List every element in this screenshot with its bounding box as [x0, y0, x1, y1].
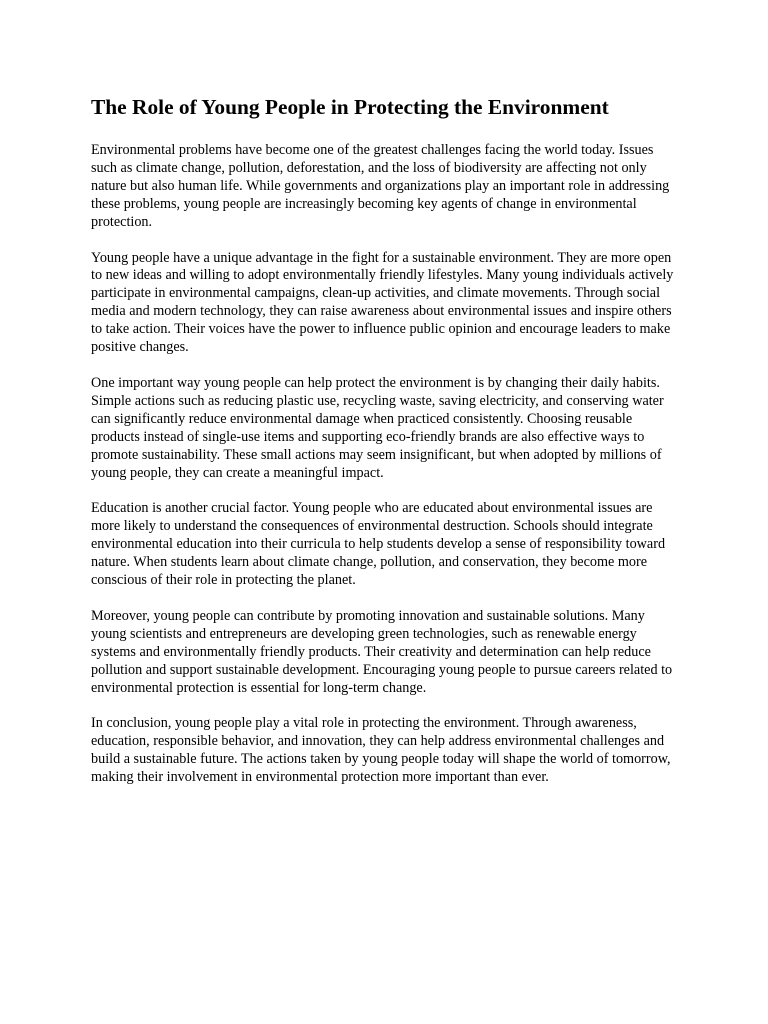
paragraph-introduction: Environmental problems have become one of the greatest challenges facing the world today. Issues such as climate change, pollution, deforestation, and the loss of biodiversity are affecting not only nature but also human life. While governments and organizations play an important role in addressing these problems, young people are increasingly becoming key agents of change in environmental protection.	[91, 142, 670, 230]
paragraph-unique-advantage: Young people have a unique advantage in the fight for a sustainable environment. They are more open to new ideas and willing to adopt environmentally friendly lifestyles. Many young individuals actively participate in environmental campaigns, clean-up activities, and climate movements. Through social media and modern technology, they can raise awareness about environmental issues and inspire others to take action. Their voices have the power to influence public opinion and encourage leaders to make positive changes.	[91, 249, 674, 356]
paragraph-daily-habits: One important way young people can help protect the environment is by changing their daily habits. Simple actions such as reducing plastic use, recycling waste, saving electricity, and conserving water can significantly reduce environmental damage when practiced consistently. Choosing reusable products instead of single-use items and supporting eco-friendly brands are also effective ways to promote sustainability. These small actions may seem insignificant, but when adopted by millions of young people, they can create a meaningful impact.	[91, 374, 664, 481]
paragraph-innovation: Moreover, young people can contribute by promoting innovation and sustainable solutions. Many young scientists and entrepreneurs are developing green technologies, such as renewable energy systems and environmentally friendly products. Their creativity and determination can help reduce pollution and support sustainable development. Encouraging young people to pursue careers related to environmental protection is essential for long-term change.	[91, 607, 673, 696]
document-title: The Role of Young People in Protecting the Environment	[91, 95, 609, 119]
paragraph-education: Education is another crucial factor. Young people who are educated about environmental issues are more likely to understand the consequences of environmental destruction. Schools should integrate environmental education into their curricula to help students develop a sense of responsibility toward nature. When students learn about climate change, pollution, and conservation, they become more conscious of their role in protecting the planet.	[91, 500, 666, 589]
paragraph-conclusion: In conclusion, young people play a vital role in protecting the environment. Through awareness, education, responsible behavior, and innovation, they can help address environmental challenges and build a sustainable future. The actions taken by young people today will shape the world of tomorrow, making their involvement in environmental protection more important than ever.	[91, 715, 671, 786]
